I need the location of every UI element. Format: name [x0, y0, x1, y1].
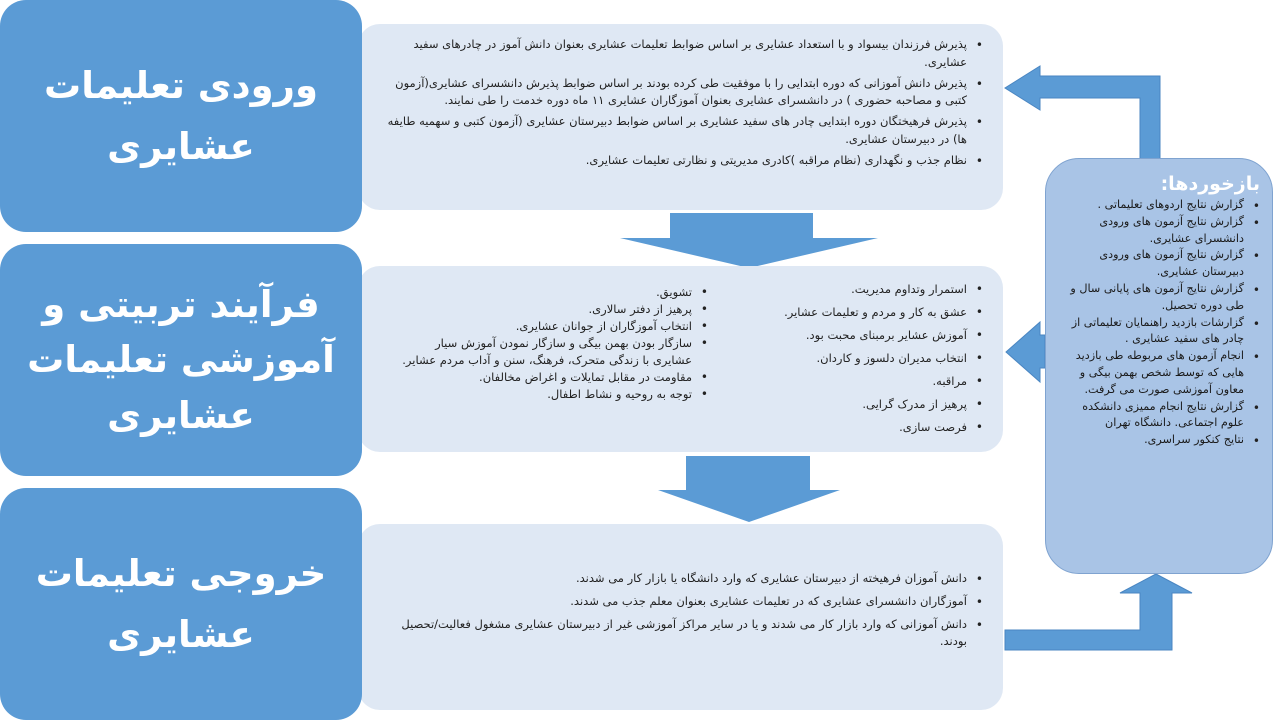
- stage-1-title-line2: عشایری: [107, 125, 255, 168]
- list-item: • گزارش نتایج انجام ممیزی دانشکده علوم اجتماعی. دانشگاه تهران: [1064, 399, 1260, 433]
- list-item: • نتایج کنکور سراسری.: [1064, 432, 1260, 449]
- stage-3-title-line2: عشایری: [107, 613, 255, 656]
- feedback-list: [1064, 197, 1260, 449]
- stage-1-list: [380, 36, 983, 170]
- stage-3-content: [358, 524, 1003, 710]
- list-item: • پرهیز از دفتر سالاری.: [398, 301, 708, 318]
- stage-2-list-left: [398, 276, 708, 439]
- list-item: • مقاومت در مقابل تمایلات و اغراض مخالفان.: [398, 369, 708, 386]
- stage-3-title: [0, 488, 362, 720]
- output-arrow-up: [1005, 574, 1192, 650]
- stage-2-title-line2: آموزشی تعلیمات: [27, 338, 335, 382]
- list-item: • توجه به روحیه و نشاط اطفال.: [398, 386, 708, 403]
- list-item: • گزارش نتایج آزمون های ورودی دبیرستان عشایری.: [1064, 247, 1260, 281]
- list-item: • پذیرش فرزندان بیسواد و با استعداد عشایری بر اساس ضوابط تعلیمات عشایری بعنوان دانش آموز در چادرهای سفید عشایری.: [380, 36, 983, 72]
- down-arrow-2: [658, 456, 840, 522]
- feedback-arrow-middle: [1006, 322, 1045, 382]
- list-item: • دانش آموزان فرهیخته از دبیرستان عشایری که وارد دانشگاه یا بازار کار می شدند.: [380, 570, 983, 588]
- down-arrow-1: [620, 213, 878, 268]
- stage-2-title-line1: فرآیند تربیتی و: [42, 282, 320, 326]
- list-item: • آموزگاران دانشسرای عشایری که در تعلیمات عشایری بعنوان معلم جذب می شدند.: [380, 593, 983, 611]
- list-item: • دانش آموزانی که وارد بازار کار می شدند و یا در سایر مراکز آموزشی غیر از دبیرستان عشایری مشغول فعالیت/تحصیل بودند.: [380, 616, 983, 652]
- stage-2-title: [0, 244, 362, 476]
- stage-2-content: [358, 266, 1003, 452]
- list-item: • پذیرش فرهیختگان دوره ابتدایی چادر های سفید عشایری بر اساس ضوابط دبیرستان عشایری (آزمون کتبی و سهمیه طایفه ها) در دبیرستان عشایری.: [380, 113, 983, 149]
- list-item: • پرهیز از مدرک گرایی.: [738, 393, 983, 416]
- list-item: • تشویق.: [398, 284, 708, 301]
- list-item: • نظام جذب و نگهداری (نظام مراقبه )کادری مدیریتی و نظارتی تعلیمات عشایری.: [380, 152, 983, 170]
- list-item: • آموزش عشایر برمبنای محبت بود.: [738, 324, 983, 347]
- list-item: • گزارش نتایج آزمون های ورودی دانشسرای عشایری.: [1064, 214, 1260, 248]
- stage-3-title-line1: خروجی تعلیمات: [35, 551, 327, 595]
- stage-1-title-line1: ورودی تعلیمات: [44, 63, 318, 107]
- stage-2-title-line3: عشایری: [107, 393, 255, 437]
- list-item: • گزارش نتایج آزمون های پایانی سال و طی دوره تحصیل.: [1064, 281, 1260, 315]
- list-item: • عشق به کار و مردم و تعلیمات عشایر.: [738, 301, 983, 324]
- feedback-arrow-top: [1005, 66, 1160, 160]
- list-item: • سازگار بودن بهمن بیگی و سازگار نمودن آموزش سیار عشایری با زندگی متحرک، فرهنگ، سنن و آداب مردم عشایر.: [398, 335, 708, 369]
- list-item: • انجام آزمون های مربوطه طی بازدید هایی که توسط شخص بهمن بیگی و معاون آموزشی صورت می گرفت.: [1064, 348, 1260, 398]
- stage-1-content: [358, 24, 1003, 210]
- list-item: • گزارشات بازدید راهنمایان تعلیماتی از چادر های سفید عشایری .: [1064, 315, 1260, 349]
- list-item: • مراقبه.: [738, 370, 983, 393]
- stage-2-list-right: [738, 276, 983, 439]
- list-item: • انتخاب آموزگاران از جوانان عشایری.: [398, 318, 708, 335]
- stage-1-title: [0, 0, 362, 232]
- stage-3-list: [380, 570, 983, 651]
- feedback-title: بازخوردها:: [1160, 173, 1260, 195]
- feedback-box: [1045, 158, 1273, 574]
- list-item: • انتخاب مدیران دلسوز و کاردان.: [738, 347, 983, 370]
- list-item: • گزارش نتایج اردوهای تعلیماتی .: [1064, 197, 1260, 214]
- list-item: • فرصت سازی.: [738, 416, 983, 439]
- list-item: • استمرار وتداوم مدیریت.: [738, 278, 983, 301]
- list-item: • پذیرش دانش آموزانی که دوره ابتدایی را با موفقیت طی کرده بودند بر اساس ضوابط پذیرش دانشسرای عشایری(آزمون کتبی و مصاحبه حضوری ) در دانشسرای عشایری بعنوان آموزگاران عشایری ۱۱ ماه دوره خدمت را طی نمایند.: [380, 75, 983, 111]
